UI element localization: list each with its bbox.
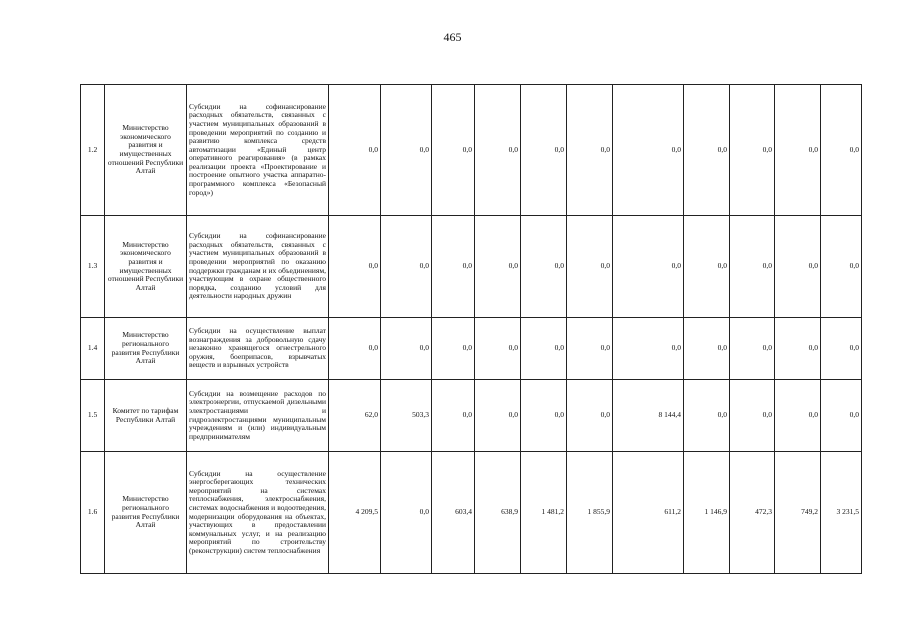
page-number: 465 (443, 30, 462, 44)
value-cell: 0,0 (475, 85, 521, 216)
value-cell: 0,0 (432, 216, 475, 318)
description-cell: Субсидии на софинансирование расходных обязательств, связанных с участием муниципальных образований в проведении мероприятий по созданию и развитию комплекса средств автоматизации «Единый центр оперативного реагирования» (в рамках реализации проекта «Проектирование и построение опытного участка аппаратно-программного комплекса «Безопасный город») (187, 85, 329, 216)
table-row (81, 85, 862, 216)
value-cell: 0,0 (381, 85, 432, 216)
value-cell: 8 144,4 (613, 380, 684, 452)
description-cell: Субсидии на софинансирование расходных обязательств, связанных с участием муниципальных образований в проведении мероприятий по оказанию поддержки гражданам и их объединениям, участвующим в охране общественного порядка, созданию условий для деятельности народных дружин (187, 216, 329, 318)
row-number: 1.5 (81, 380, 105, 452)
organization-cell: Министерство регионального развития Республики Алтай (105, 452, 187, 574)
row-number: 1.2 (81, 85, 105, 216)
value-cell: 0,0 (730, 85, 775, 216)
value-cell: 0,0 (329, 318, 381, 380)
value-cell: 0,0 (381, 216, 432, 318)
value-cell: 0,0 (684, 85, 730, 216)
value-cell: 1 146,9 (684, 452, 730, 574)
value-cell: 0,0 (821, 380, 862, 452)
value-cell: 0,0 (821, 216, 862, 318)
value-cell: 0,0 (381, 452, 432, 574)
value-cell: 0,0 (521, 318, 567, 380)
value-cell: 0,0 (613, 85, 684, 216)
value-cell: 0,0 (329, 216, 381, 318)
table-row (81, 452, 862, 574)
value-cell: 0,0 (432, 85, 475, 216)
subsidy-table (80, 84, 862, 574)
value-cell: 0,0 (775, 318, 821, 380)
value-cell: 0,0 (775, 85, 821, 216)
value-cell: 472,3 (730, 452, 775, 574)
value-cell: 638,9 (475, 452, 521, 574)
value-cell: 0,0 (775, 380, 821, 452)
value-cell: 0,0 (567, 380, 613, 452)
organization-cell: Комитет по тарифам Республики Алтай (105, 380, 187, 452)
row-number: 1.6 (81, 452, 105, 574)
value-cell: 0,0 (730, 380, 775, 452)
value-cell: 0,0 (521, 216, 567, 318)
value-cell: 0,0 (432, 380, 475, 452)
value-cell: 0,0 (684, 318, 730, 380)
description-cell: Субсидии на возмещение расходов по электроэнергии, отпускаемой дизельными электростанциями и гидроэлектростанциями муниципальным учреждениям и (или) индивидуальным предпринимателям (187, 380, 329, 452)
value-cell: 0,0 (567, 85, 613, 216)
value-cell: 1 481,2 (521, 452, 567, 574)
value-cell: 0,0 (684, 380, 730, 452)
value-cell: 0,0 (613, 216, 684, 318)
value-cell: 0,0 (821, 85, 862, 216)
value-cell: 503,3 (381, 380, 432, 452)
organization-cell: Министерство регионального развития Республики Алтай (105, 318, 187, 380)
value-cell: 0,0 (821, 318, 862, 380)
organization-cell: Министерство экономического развития и имущественных отношений Республики Алтай (105, 85, 187, 216)
value-cell: 0,0 (432, 318, 475, 380)
value-cell: 0,0 (567, 318, 613, 380)
table-row (81, 216, 862, 318)
value-cell: 0,0 (730, 318, 775, 380)
value-cell: 0,0 (381, 318, 432, 380)
value-cell: 0,0 (613, 318, 684, 380)
value-cell: 4 209,5 (329, 452, 381, 574)
description-cell: Субсидии на осуществление выплат вознаграждения за добровольную сдачу незаконно хранящегося огнестрельного оружия, боеприпасов, взрывчатых веществ и взрывных устройств (187, 318, 329, 380)
value-cell: 3 231,5 (821, 452, 862, 574)
value-cell: 603,4 (432, 452, 475, 574)
table-row (81, 318, 862, 380)
value-cell: 0,0 (329, 85, 381, 216)
value-cell: 0,0 (567, 216, 613, 318)
value-cell: 0,0 (475, 216, 521, 318)
value-cell: 1 855,9 (567, 452, 613, 574)
value-cell: 0,0 (684, 216, 730, 318)
value-cell: 0,0 (521, 380, 567, 452)
value-cell: 0,0 (521, 85, 567, 216)
table-row (81, 380, 862, 452)
value-cell: 62,0 (329, 380, 381, 452)
value-cell: 0,0 (475, 318, 521, 380)
row-number: 1.4 (81, 318, 105, 380)
value-cell: 0,0 (775, 216, 821, 318)
value-cell: 749,2 (775, 452, 821, 574)
description-cell: Субсидии на осуществление энергосберегающих технических мероприятий на системах теплоснабжения, электроснабжения, системах водоснабжения и водоотведения, модернизации оборудования на объектах, участвующих в предоставлении коммунальных услуг, и на реализацию мероприятий по строительству (реконструкции) систем теплоснабжения (187, 452, 329, 574)
organization-cell: Министерство экономического развития и имущественных отношений Республики Алтай (105, 216, 187, 318)
row-number: 1.3 (81, 216, 105, 318)
value-cell: 0,0 (475, 380, 521, 452)
value-cell: 611,2 (613, 452, 684, 574)
value-cell: 0,0 (730, 216, 775, 318)
